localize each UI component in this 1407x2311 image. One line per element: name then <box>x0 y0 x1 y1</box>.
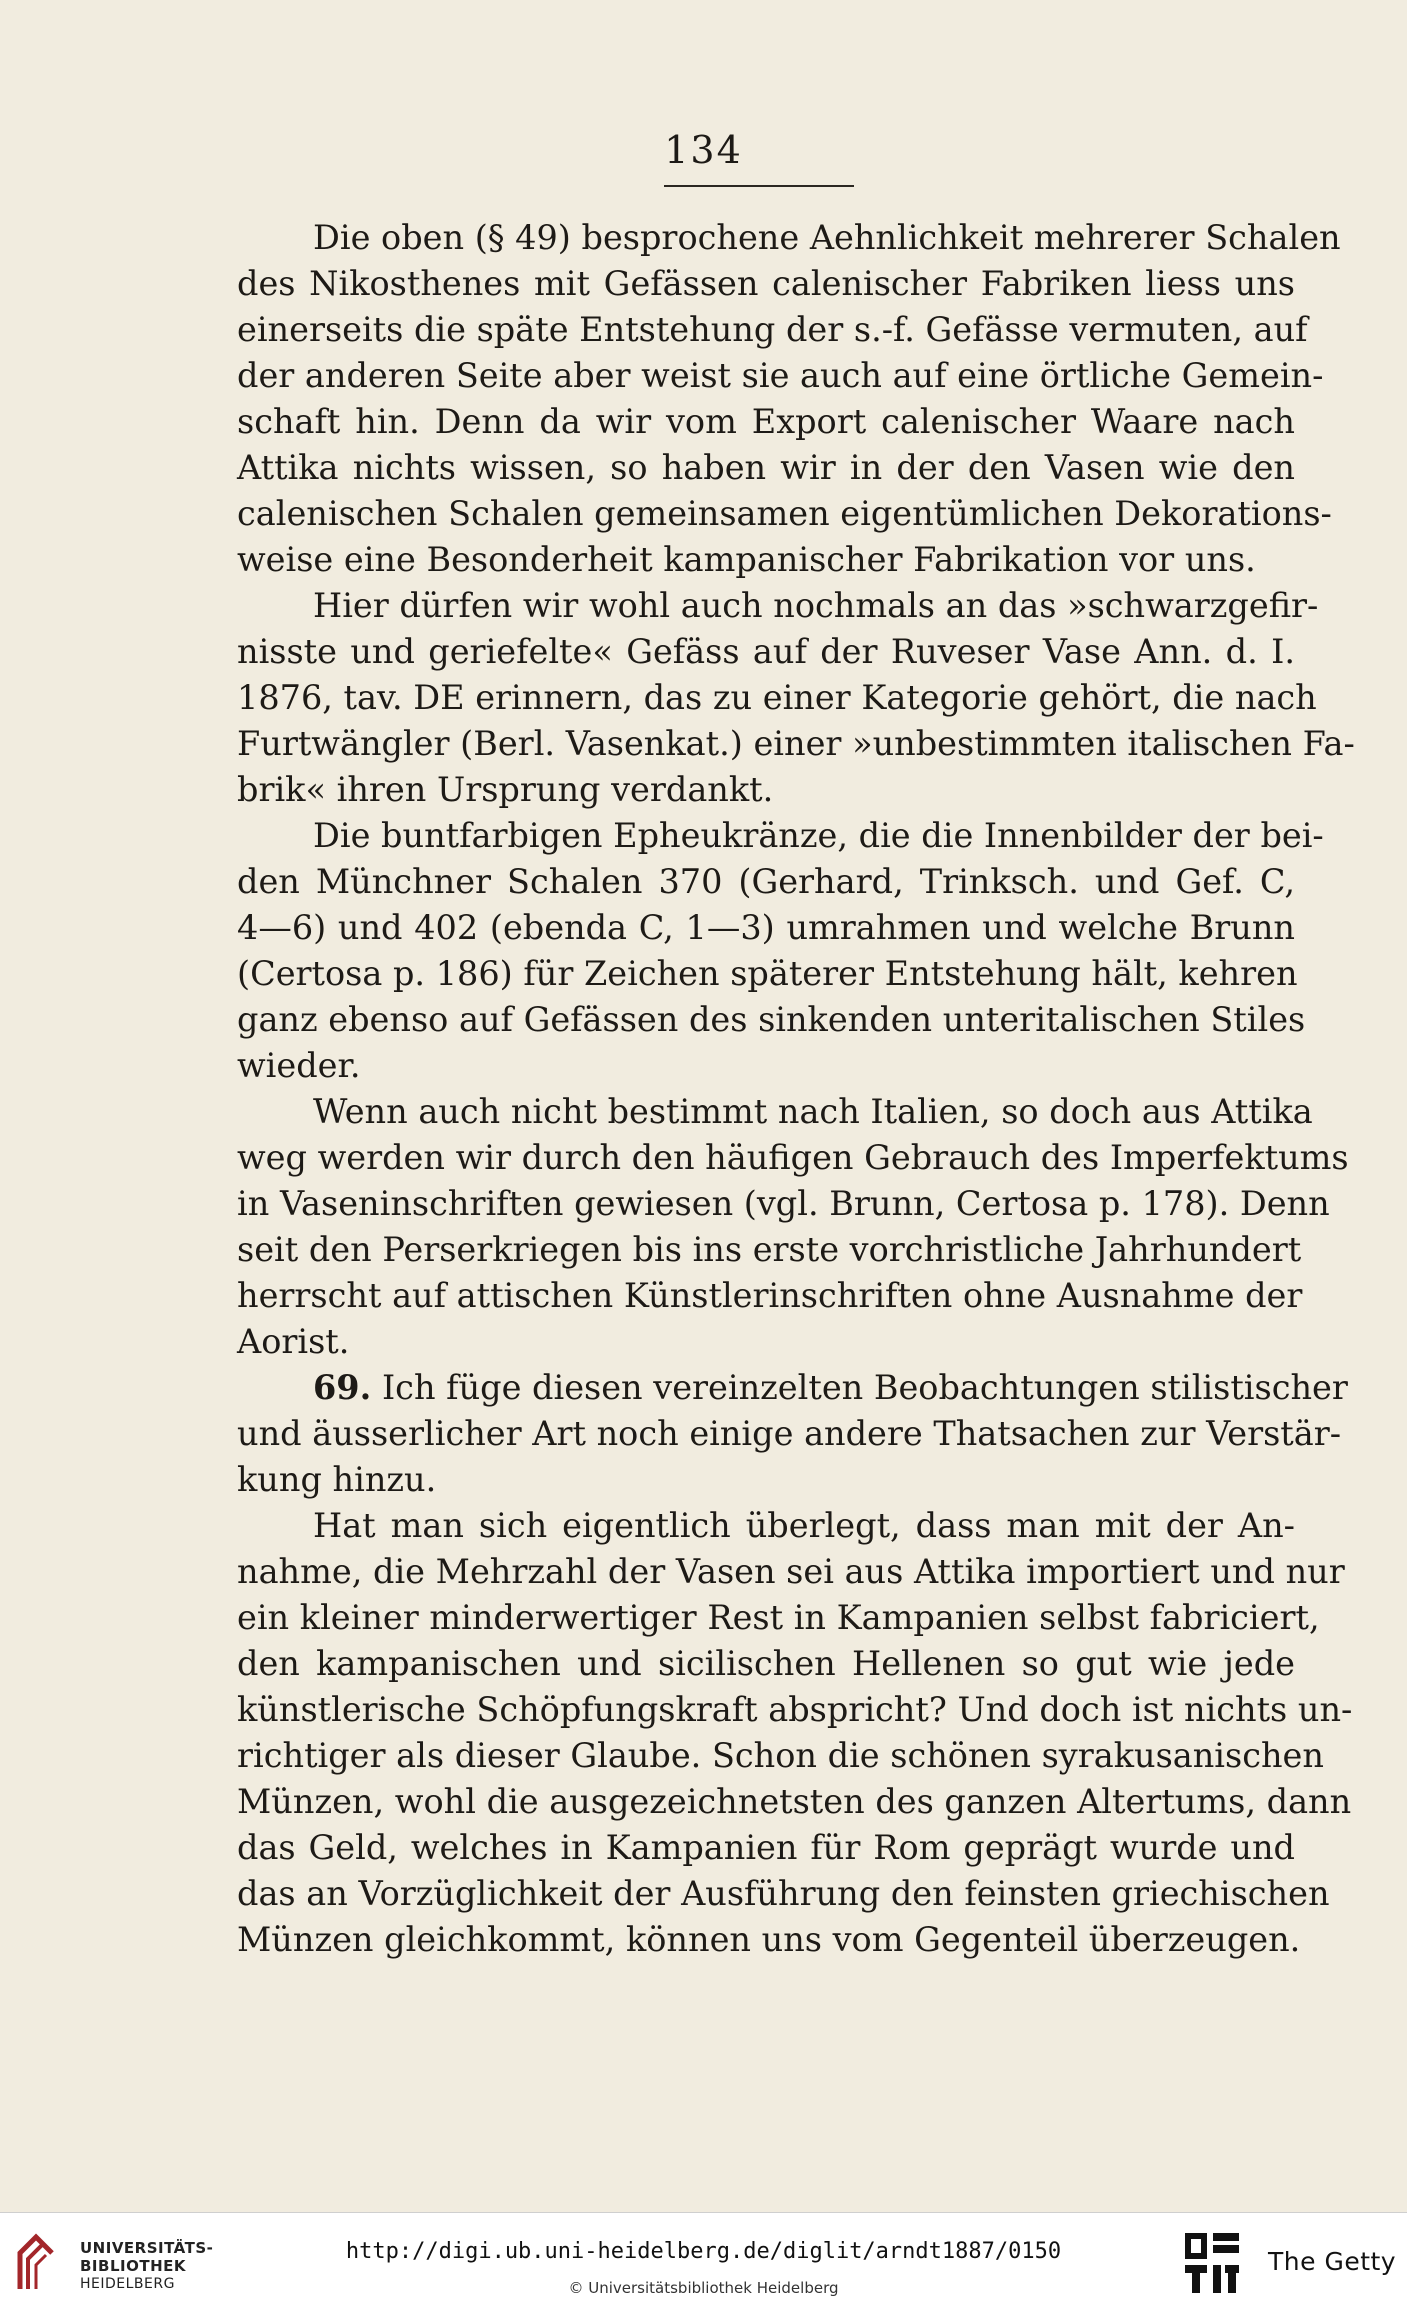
text-line-content: richtiger als dieser Glaube. Schon die schönen syrakusanischen <box>237 1736 1324 1775</box>
text-line <box>237 1181 1330 1227</box>
text-line-content: Münzen, wohl die ausgezeichnetsten des ganzen Altertums, dann <box>237 1782 1352 1821</box>
text-line-content: Furtwängler (Berl. Vasenkat.) einer »unbestimmten italischen Fa- <box>237 724 1355 763</box>
text-line-content: und äusserlicher Art noch einige andere Thatsachen zur Verstär- <box>237 1414 1342 1453</box>
text-line <box>237 1549 1345 1595</box>
text-line-content: den kampanischen und sicilischen Hellenen so gut wie jede <box>237 1644 1295 1683</box>
text-line <box>237 905 1295 951</box>
text-line-content: Wenn auch nicht bestimmt nach Italien, so doch aus Attika <box>313 1092 1313 1131</box>
text-line-content: 4—6) und 402 (ebenda C, 1—3) umrahmen und welche Brunn <box>237 908 1295 947</box>
text-line <box>237 629 1295 675</box>
body-text <box>237 215 1355 1963</box>
text-line-content: nahme, die Mehrzahl der Vasen sei aus Attika importiert und nur <box>237 1552 1345 1591</box>
text-line-content: herrscht auf attischen Künstlerinschriften ohne Ausnahme der <box>237 1276 1303 1315</box>
text-line <box>237 813 1324 859</box>
text-line <box>237 721 1355 767</box>
text-line <box>237 215 1341 261</box>
text-line-content: Attika nichts wissen, so haben wir in der den Vasen wie den <box>237 448 1295 487</box>
text-line-content: wieder. <box>237 1046 361 1085</box>
text-line <box>237 1871 1330 1917</box>
text-line <box>237 1825 1295 1871</box>
text-line-content: das Geld, welches in Kampanien für Rom geprägt wurde und <box>237 1828 1295 1867</box>
text-line <box>237 1411 1342 1457</box>
text-line-content: Die buntfarbigen Epheukränze, die die Innenbilder der bei- <box>313 816 1324 855</box>
page-number-rule <box>664 185 854 187</box>
text-line-content: Ich füge diesen vereinzelten Beobachtungen stilistischer <box>371 1368 1348 1407</box>
text-line <box>237 537 1295 583</box>
text-line-content: das an Vorzüglichkeit der Ausführung den feinsten griechischen <box>237 1874 1330 1913</box>
text-line-content: der anderen Seite aber weist sie auch auf eine örtliche Gemein- <box>237 356 1324 395</box>
text-line <box>237 1503 1295 1549</box>
page-number: 134 <box>664 128 743 172</box>
text-line-content: in Vaseninschriften gewiesen (vgl. Brunn, Certosa p. 178). Denn <box>237 1184 1330 1223</box>
text-line-content: Hier dürfen wir wohl auch nochmals an das »schwarzgefir- <box>313 586 1319 625</box>
text-line <box>237 307 1308 353</box>
text-line-content: kung hinzu. <box>237 1460 437 1499</box>
text-line <box>237 997 1306 1043</box>
text-line-content: brik« ihren Ursprung verdankt. <box>237 770 774 809</box>
text-line <box>237 859 1295 905</box>
text-line <box>237 445 1295 491</box>
library-name-line-2: BIBLIOTHEK <box>80 2257 186 2275</box>
text-line-content: des Nikosthenes mit Gefässen calenischer Fabriken liess uns <box>237 264 1295 303</box>
library-name-line-1: UNIVERSITÄTS- <box>80 2239 214 2257</box>
getty-name: The Getty <box>1268 2247 1397 2276</box>
text-line <box>237 1917 1301 1963</box>
text-line <box>237 399 1295 445</box>
text-line <box>237 1089 1313 1135</box>
text-line-content: 1876, tav. DE erinnern, das zu einer Kategorie gehört, die nach <box>237 678 1317 717</box>
text-line <box>237 353 1324 399</box>
copyright-notice: © Universitätsbibliothek Heidelberg <box>568 2279 839 2297</box>
text-line <box>237 1043 1295 1089</box>
text-line <box>237 491 1332 537</box>
text-line-content: Hat man sich eigentlich überlegt, dass man mit der An- <box>313 1506 1295 1545</box>
text-line <box>237 1135 1349 1181</box>
text-line <box>237 1779 1352 1825</box>
text-line-content: Aorist. <box>237 1322 350 1361</box>
text-line-content: einerseits die späte Entstehung der s.-f. Gefässe vermuten, auf <box>237 310 1308 349</box>
text-line-content: Die oben (§ 49) besprochene Aehnlichkeit mehrerer Schalen <box>313 218 1341 257</box>
text-line-content: weise eine Besonderheit kampanischer Fabrikation vor uns. <box>237 540 1256 579</box>
library-name-line-3: HEIDELBERG <box>80 2276 175 2292</box>
text-line <box>237 951 1298 997</box>
getty-logo-icon <box>1183 2231 1243 2295</box>
text-line-content: Münzen gleichkommt, können uns vom Gegenteil überzeugen. <box>237 1920 1301 1959</box>
text-line-content: ein kleiner minderwertiger Rest in Kampanien selbst fabriciert, <box>237 1598 1320 1637</box>
text-line <box>237 1365 1348 1411</box>
text-line-content: weg werden wir durch den häufigen Gebrauch des Imperfektums <box>237 1138 1349 1177</box>
section-number: 69. <box>313 1368 372 1407</box>
text-line-content: seit den Perserkriegen bis ins erste vorchristliche Jahrhundert <box>237 1230 1302 1269</box>
text-line <box>237 1457 1295 1503</box>
text-line <box>237 1273 1303 1319</box>
text-line-content: nisste und geriefelte« Gefäss auf der Ruveser Vase Ann. d. I. <box>237 632 1295 671</box>
text-line-content: (Certosa p. 186) für Zeichen späterer Entstehung hält, kehren <box>237 954 1298 993</box>
text-line <box>237 1687 1353 1733</box>
text-line <box>237 1227 1302 1273</box>
text-line-content: künstlerische Schöpfungskraft abspricht? Und doch ist nichts un- <box>237 1690 1353 1729</box>
text-line <box>237 1595 1320 1641</box>
source-url-link[interactable]: http://digi.ub.uni-heidelberg.de/diglit/arndt1887/0150 <box>345 2239 1062 2264</box>
text-line <box>237 261 1295 307</box>
text-line <box>237 1641 1295 1687</box>
text-line-content: calenischen Schalen gemeinsamen eigentümlichen Dekorations- <box>237 494 1332 533</box>
text-line <box>237 767 1295 813</box>
text-line-content: den Münchner Schalen 370 (Gerhard, Trinksch. und Gef. C, <box>237 862 1295 901</box>
text-line <box>237 675 1317 721</box>
text-line <box>237 1319 1295 1365</box>
text-line-content: ganz ebenso auf Gefässen des sinkenden unteritalischen Stiles <box>237 1000 1306 1039</box>
footer-bar <box>0 2212 1407 2311</box>
text-line-content: schaft hin. Denn da wir vom Export calenischer Waare nach <box>237 402 1295 441</box>
text-line <box>237 583 1319 629</box>
text-line <box>237 1733 1324 1779</box>
